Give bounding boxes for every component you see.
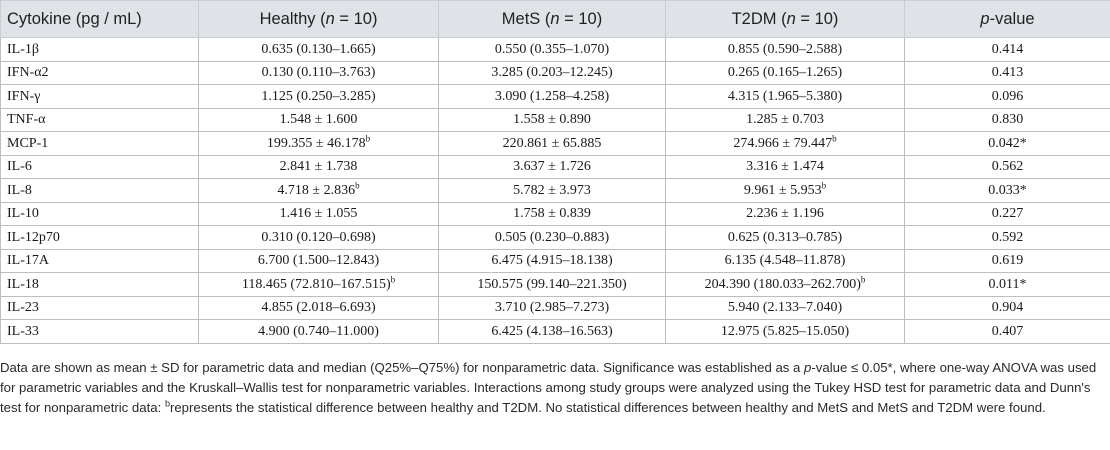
cell-t2dm: 2.236 ± 1.196 [666, 202, 905, 226]
cell-p-value: 0.011* [905, 273, 1110, 297]
cell-healthy: 1.125 (0.250–3.285) [199, 85, 439, 109]
table-row [1, 249, 1110, 273]
cell-p-value: 0.830 [905, 108, 1110, 132]
cell-healthy: 1.416 ± 1.055 [199, 202, 439, 226]
cell-healthy: 0.130 (0.110–3.763) [199, 61, 439, 85]
table-row [1, 155, 1110, 179]
significance-marker: b [860, 274, 866, 285]
cell-healthy: 199.355 ± 46.178$^b$ [199, 132, 439, 156]
cell-p-value: 0.042* [905, 132, 1110, 156]
table-row [1, 273, 1110, 297]
cell-t2dm: 204.390 $(180.033-262.700)^b$ [666, 273, 905, 297]
cell-p-value: 0.592 [905, 226, 1110, 250]
cell-t2dm: 5.940 (2.133–7.040) [666, 296, 905, 320]
cell-healthy: 118.465 $(72.810-167.515)^b$ [199, 273, 439, 297]
cell-p-value: 0.562 [905, 155, 1110, 179]
cell-t2dm: 0.265 (0.165–1.265) [666, 61, 905, 85]
cell-p-value: 0.096 [905, 85, 1110, 109]
cell-cytokine-name: IL-1β [1, 38, 199, 62]
cell-p-value: 0.227 [905, 202, 1110, 226]
cell-cytokine-name: IL-6 [1, 155, 199, 179]
cell-mets: 5.782 ± 3.973 [439, 179, 666, 203]
cell-t2dm: 6.135 (4.548–11.878) [666, 249, 905, 273]
cell-mets: 3.637 ± 1.726 [439, 155, 666, 179]
table-row [1, 108, 1110, 132]
cell-t2dm: 9.961 ± 5.953$^b$ [666, 179, 905, 203]
cell-p-value: 0.414 [905, 38, 1110, 62]
cell-mets: 220.861 ± 65.885 [439, 132, 666, 156]
cell-healthy: 6.700 (1.500–12.843) [199, 249, 439, 273]
table-row [1, 179, 1110, 203]
cell-cytokine-name: IL-8 [1, 179, 199, 203]
cell-healthy: 0.310 (0.120–0.698) [199, 226, 439, 250]
table-row [1, 132, 1110, 156]
table-row [1, 202, 1110, 226]
cell-healthy: 4.855 (2.018–6.693) [199, 296, 439, 320]
cell-cytokine-name: IL-10 [1, 202, 199, 226]
cell-mets: 0.505 (0.230–0.883) [439, 226, 666, 250]
cell-cytokine-name: IFN-γ [1, 85, 199, 109]
cell-cytokine-name: IL-23 [1, 296, 199, 320]
significance-marker: b [832, 133, 837, 144]
cell-healthy: 4.900 (0.740–11.000) [199, 320, 439, 344]
cell-mets: 3.710 (2.985–7.273) [439, 296, 666, 320]
table-row [1, 226, 1110, 250]
cell-mets: 0.550 (0.355–1.070) [439, 38, 666, 62]
cell-mets: 6.475 (4.915–18.138) [439, 249, 666, 273]
cell-p-value: 0.904 [905, 296, 1110, 320]
cell-p-value: 0.619 [905, 249, 1110, 273]
header-healthy: Healthy (n = 10) [199, 1, 439, 38]
header-mets: MetS (n = 10) [439, 1, 666, 38]
cell-mets: 3.285 (0.203–12.245) [439, 61, 666, 85]
cell-mets: 1.558 ± 0.890 [439, 108, 666, 132]
cell-t2dm: 0.625 (0.313–0.785) [666, 226, 905, 250]
significance-marker: b [390, 274, 396, 285]
header-cytokine: Cytokine (pg / mL) [1, 1, 199, 38]
cell-cytokine-name: IL-18 [1, 273, 199, 297]
cell-t2dm: 274.966 ± 79.447$^b$ [666, 132, 905, 156]
cell-healthy: 0.635 (0.130–1.665) [199, 38, 439, 62]
cell-p-value: 0.413 [905, 61, 1110, 85]
cell-cytokine-name: IL-12p70 [1, 226, 199, 250]
cell-t2dm: 1.285 ± 0.703 [666, 108, 905, 132]
cell-healthy: 2.841 ± 1.738 [199, 155, 439, 179]
table-row [1, 38, 1110, 62]
cell-healthy: 1.548 ± 1.600 [199, 108, 439, 132]
cell-mets: 1.758 ± 0.839 [439, 202, 666, 226]
table-row [1, 296, 1110, 320]
cell-cytokine-name: TNF-α [1, 108, 199, 132]
cell-cytokine-name: IFN-α2 [1, 61, 199, 85]
table-row [1, 61, 1110, 85]
cell-t2dm: 0.855 (0.590–2.588) [666, 38, 905, 62]
significance-marker: b [821, 180, 827, 191]
table-footnote: Data are shown as mean ± SD for parametric data and median (Q25%–Q75%) for nonparametric data. Significance was established as a p-value ≤ 0.05*, where one-way ANOVA was used for parametric variables and the Kruskall–Wallis test for nonparametric variables. Interactions among study groups were analyzed using the Tukey HSD test for parametric data and Dunn's test for nonparametric data: $^b$represents the statistical difference between healthy and T2DM. No statistical differences between healthy and MetS and MetS and T2DM were found. [0, 360, 1097, 415]
cell-cytokine-name: IL-17A [1, 249, 199, 273]
cell-t2dm: 12.975 (5.825–15.050) [666, 320, 905, 344]
table-body [1, 38, 1110, 344]
significance-marker: b [355, 180, 360, 191]
cell-mets: 150.575 (99.140–221.350) [439, 273, 666, 297]
cell-mets: 6.425 (4.138–16.563) [439, 320, 666, 344]
cell-cytokine-name: MCP-1 [1, 132, 199, 156]
table-header-row [1, 1, 1110, 38]
table-row [1, 85, 1110, 109]
table-row [1, 320, 1110, 344]
header-t2dm: T2DM (n = 10) [666, 1, 905, 38]
cell-cytokine-name: IL-33 [1, 320, 199, 344]
significance-marker: b [365, 133, 371, 144]
cell-p-value: 0.407 [905, 320, 1110, 344]
header-p-value: p-value [905, 1, 1110, 38]
cell-t2dm: 4.315 (1.965–5.380) [666, 85, 905, 109]
cell-p-value: 0.033* [905, 179, 1110, 203]
cell-t2dm: 3.316 ± 1.474 [666, 155, 905, 179]
cell-healthy: 4.718 ± 2.836$^b$ [199, 179, 439, 203]
cell-mets: 3.090 (1.258–4.258) [439, 85, 666, 109]
